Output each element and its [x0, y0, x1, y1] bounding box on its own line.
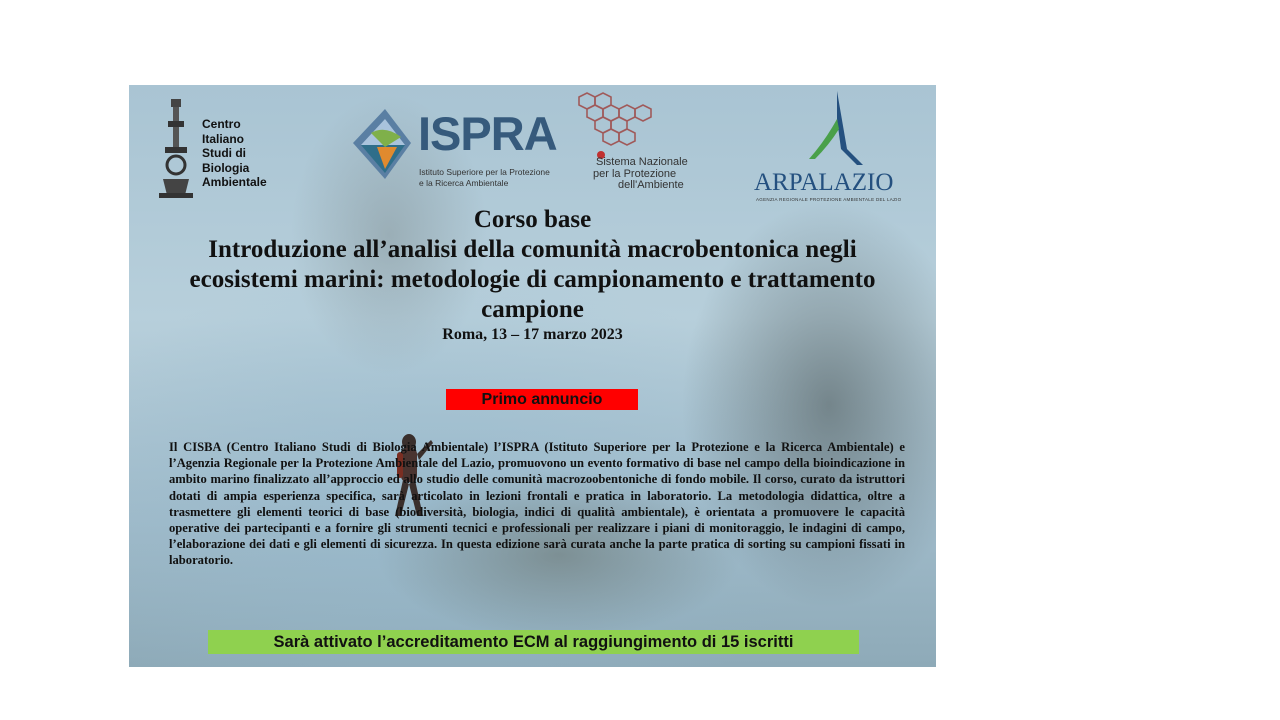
ispra-subtitle: Istituto Superiore per la Protezione e la Ricerca Ambientale — [419, 167, 550, 188]
snpa-logo-text — [593, 157, 733, 192]
course-date: Roma, 13 – 17 marzo 2023 — [442, 326, 623, 343]
course-description: Il CISBA (Centro Italiano Studi di Biologia Ambientale) l’ISPRA (Istituto Superiore per la Protezione e la Ricerca Ambientale) e l’Agenzia Regionale per la Protezione Ambientale del Lazio, promuovono un evento formativo di base nel campo della bioindicazione in ambito marino finalizzato all’approccio ed allo studio delle comunità macrozoobentoniche di fondo mobile. Il corso, curato da istruttori dotati di ampia esperienza specifica, sarà articolato in lezioni frontali e pratica in laboratorio. La metodologia didattica, oltre a trasmettere gli elementi teorici di base (biodiversità, biologia, indici di qualità ambientale), è orientata a promuovere le capacità operative dei partecipanti e a fornire gli strumenti tecnici e professionali per realizzare i piani di monitoraggio, le indagini di campo, l’elaborazione dei dati e gli elementi di sicurezza. In questa edizione sarà curata anche la parte pratica di sorting su campioni fissati in laboratorio. — [169, 440, 905, 568]
arpa-lazio-logo-icon — [797, 89, 877, 169]
ecm-notice-badge: Sarà attivato l’accreditamento ECM al raggiungimento di 15 iscritti — [208, 630, 859, 654]
slide — [129, 85, 936, 667]
snpa-line-2: per la Protezione — [593, 167, 677, 180]
arpa-lazio-logo-text: ARPALAZIO — [754, 169, 894, 196]
arpa-lazio-subtitle: AGENZIA REGIONALE PROTEZIONE AMBIENTALE DEL LAZIO — [756, 197, 902, 202]
course-title: Introduzione all’analisi della comunità macrobentonica negli ecosistemi marini: metodologie di campionamento e trattamento campione — [189, 236, 876, 323]
snpa-line-1: Sistema Nazionale — [596, 156, 688, 168]
cisba-logo-text: Centro Italiano Studi di Biologia Ambientale — [202, 117, 267, 189]
ispra-logo-text: ISPRA — [418, 107, 557, 160]
announcement-badge: Primo annuncio — [446, 389, 638, 410]
course-type: Corso base — [473, 206, 592, 233]
course-heading — [129, 205, 936, 347]
snpa-hexagon-icon — [569, 89, 669, 159]
snpa-line-3: dell'Ambiente — [618, 179, 684, 191]
